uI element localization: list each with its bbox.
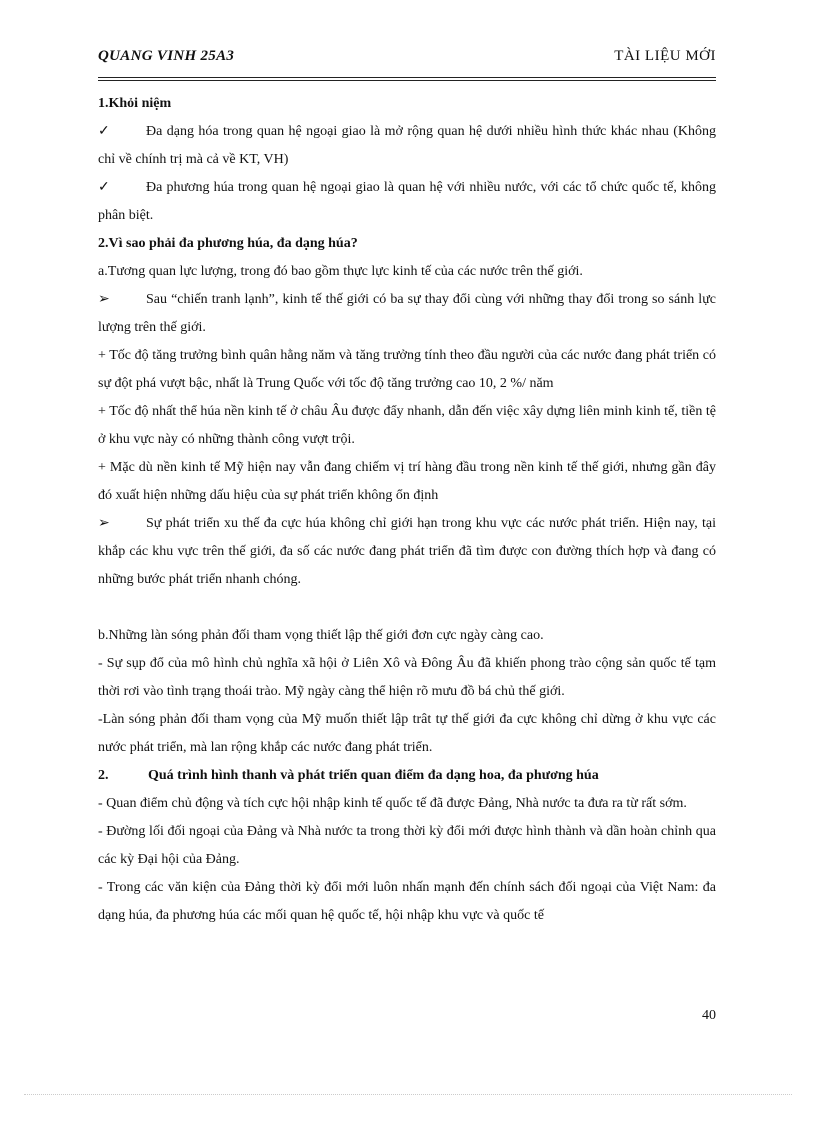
paragraph-diversification: [98, 118, 716, 174]
paragraph-text: Sau “chiến tranh lạnh”, kinh tế thế giới có ba sự thay đổi cùng với những thay đổi trong so sánh lực lượng trên thế giới.: [98, 292, 716, 335]
heading-text: Quá trình hình thanh và phát triển quan điểm đa dạng hoa, đa phương húa: [148, 768, 599, 783]
paragraph-balance-of-power: a.Tương quan lực lượng, trong đó bao gồm thực lực kinh tế của các nước trên thế giới.: [98, 264, 583, 279]
heading-why: 2.Vì sao phải đa phương húa, đa dạng húa?: [98, 236, 358, 251]
paragraph-integration-view: - Quan điểm chủ động và tích cực hội nhập kinh tế quốc tế đã được Đảng, Nhà nước ta đưa ra từ rất sớm.: [98, 796, 687, 811]
header-author: QUANG VINH 25A3: [98, 48, 235, 64]
page-number: 40: [702, 1008, 716, 1023]
check-icon: ✓: [98, 124, 110, 139]
arrow-bullet-icon: ➢: [98, 292, 110, 307]
check-icon: ✓: [98, 180, 110, 195]
paragraph-party-documents: - Trong các văn kiện của Đảng thời kỳ đổi mới luôn nhấn mạnh đến chính sách đối ngoại của Việt Nam: đa dạng húa, đa phương húa các mối quan hệ quốc tế, hội nhập khu vực và quốc tế: [98, 880, 716, 923]
paragraph-post-cold-war: [98, 286, 716, 342]
paragraph-text: Sự phát triển xu thế đa cực húa không chỉ giới hạn trong khu vực các nước phát triển. Hiện nay, tại khắp các khu vực trên thế giới, đa số các nước đang phát triển đã tìm được con đường thích hợp và đang có những bước phát triển nhanh chóng.: [98, 516, 716, 587]
heading-process: [98, 762, 716, 790]
header-title: TÀI LIỆU MỚI: [614, 48, 716, 64]
paragraph-us-economy: + Mặc dù nền kinh tế Mỹ hiện nay vẫn đang chiếm vị trí hàng đầu trong nền kinh tế thế giới, nhưng gần đây đó xuất hiện những dấu hiệu của sự phát triển không ổn định: [98, 460, 716, 503]
document-body: [98, 90, 716, 930]
paragraph-opposition-spread: -Làn sóng phản đối tham vọng của Mỹ muốn thiết lập trât tự thế giới đa cực không chỉ dừng ở khu vực các nước phát triển, mà lan rộng khắp các nước đang phát triển.: [98, 712, 716, 755]
page-bottom-edge: [24, 1094, 792, 1095]
paragraph-multipolar-trend: [98, 510, 716, 594]
paragraph-growth-rate: + Tốc độ tăng trưởng bình quân hằng năm và tăng trưởng tính theo đầu người của các nước đang phát triển có sự đột phá vượt bậc, nhất là Trung Quốc với tốc độ tăng trưởng cao 10, 2 %/ năm: [98, 348, 716, 391]
heading-definition: 1.Khỏi niệm: [98, 96, 172, 111]
page-header: [98, 48, 716, 72]
paragraph-text: Đa phương húa trong quan hệ ngoại giao là quan hệ với nhiều nước, với các tổ chức quốc tế, không phân biệt.: [98, 180, 716, 223]
heading-number: 2.: [98, 768, 109, 783]
arrow-bullet-icon: ➢: [98, 516, 110, 531]
paragraph-opposition-waves: b.Những làn sóng phản đối tham vọng thiết lập thế giới đơn cực ngày càng cao.: [98, 628, 544, 643]
paragraph-soviet-collapse: - Sự sụp đổ của mô hình chủ nghĩa xã hội ở Liên Xô và Đông Âu đã khiến phong trào cộng sản quốc tế tạm thời rơi vào tình trạng thoái trào. Mỹ ngày càng thể hiện rõ mưu đồ bá chủ thế giới.: [98, 656, 716, 699]
paragraph-europe-integration: + Tốc độ nhất thể húa nền kinh tế ở châu Âu được đẩy nhanh, dẫn đến việc xây dựng liên minh kinh tế, tiền tệ ở khu vực này có những thành công vượt trội.: [98, 404, 716, 447]
paragraph-multilateralization: [98, 174, 716, 230]
paragraph-foreign-policy: - Đường lối đối ngoại của Đảng và Nhà nước ta trong thời kỳ đổi mới được hình thành và dần hoàn chỉnh qua các kỳ Đại hội của Đảng.: [98, 824, 716, 867]
header-rule: [98, 77, 716, 81]
paragraph-text: Đa dạng hóa trong quan hệ ngoại giao là mở rộng quan hệ dưới nhiều hình thức khác nhau (Không chỉ về chính trị mà cả về KT, VH): [98, 124, 716, 167]
spacer: [98, 594, 716, 622]
